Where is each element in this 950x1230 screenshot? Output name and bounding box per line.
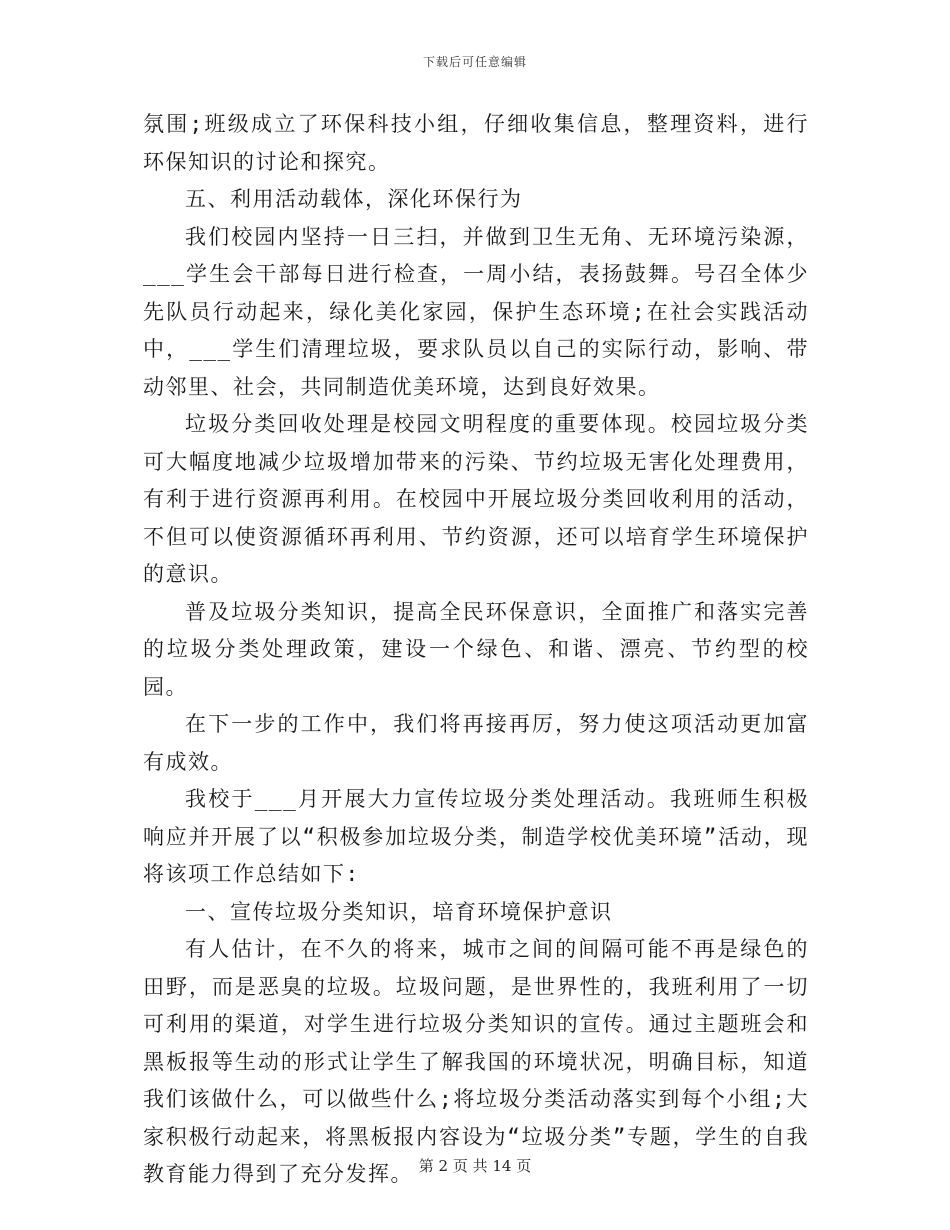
paragraph-4: 垃圾分类回收处理是校园文明程度的重要体现。校园垃圾分类可大幅度地减少垃圾增加带来的污染、节约垃圾无害化处理费用，有利于进行资源再利用。在校园中开展垃圾分类回收利用的活动，不但可以使资源循环再利用、节约资源，还可以培育学生环境保护的意识。 xyxy=(143,412,809,586)
paragraph-7: 我校于___月开展大力宣传垃圾分类处理活动。我班师生积极响应并开展了以“积极参加垃圾分类，制造学校优美环境”活动，现将该项工作总结如下: xyxy=(143,787,809,886)
page-number: 第 2 页 共 14 页 xyxy=(418,1157,532,1175)
paragraph-3: 我们校园内坚持一日三扫，并做到卫生无角、无环境污染源，___学生会干部每日进行检查，一周小结，表扬鼓舞。号召全体少先队员行动起来，绿化美化家园，保护生态环境;在社会实践活动中，___学生们清理垃圾，要求队员以自己的实际行动，影响、带动邻里、社会，共同制造优美环境，达到良好效果。 xyxy=(143,224,809,399)
section-heading-5: 五、利用活动载体，深化环保行为 xyxy=(185,187,523,211)
paragraph-5: 普及垃圾分类知识，提高全民环保意识，全面推广和落实完善的垃圾分类处理政策，建设一个绿色、和谐、漂亮、节约型的校园。 xyxy=(143,599,809,699)
paragraph-1: 氛围;班级成立了环保科技小组，仔细收集信息，整理资料，进行环保知识的讨论和探究。 xyxy=(143,112,809,174)
paragraph-6: 在下一步的工作中，我们将再接再厉，努力使这项活动更加富有成效。 xyxy=(143,712,809,774)
paragraph-9: 有人估计，在不久的将来，城市之间的间隔可能不再是绿色的田野，而是恶臭的垃圾。垃圾问题，是世界性的，我班利用了一切可利用的渠道，对学生进行垃圾分类知识的宣传。通过主题班会和黑板报等生动的形式让学生了解我国的环境状况，明确目标，知道我们该做什么，可以做些什么;将垃圾分类活动落实到每个小组;大家积极行动起来，将黑板报内容设为“垃圾分类”专题，学生的自我教育能力得到了充分发挥。 xyxy=(143,937,809,1186)
document-body xyxy=(143,106,809,1194)
section-heading-1: 一、宣传垃圾分类知识，培育环境保护意识 xyxy=(185,899,613,924)
page-header: 下载后可任意编辑 xyxy=(422,55,527,69)
